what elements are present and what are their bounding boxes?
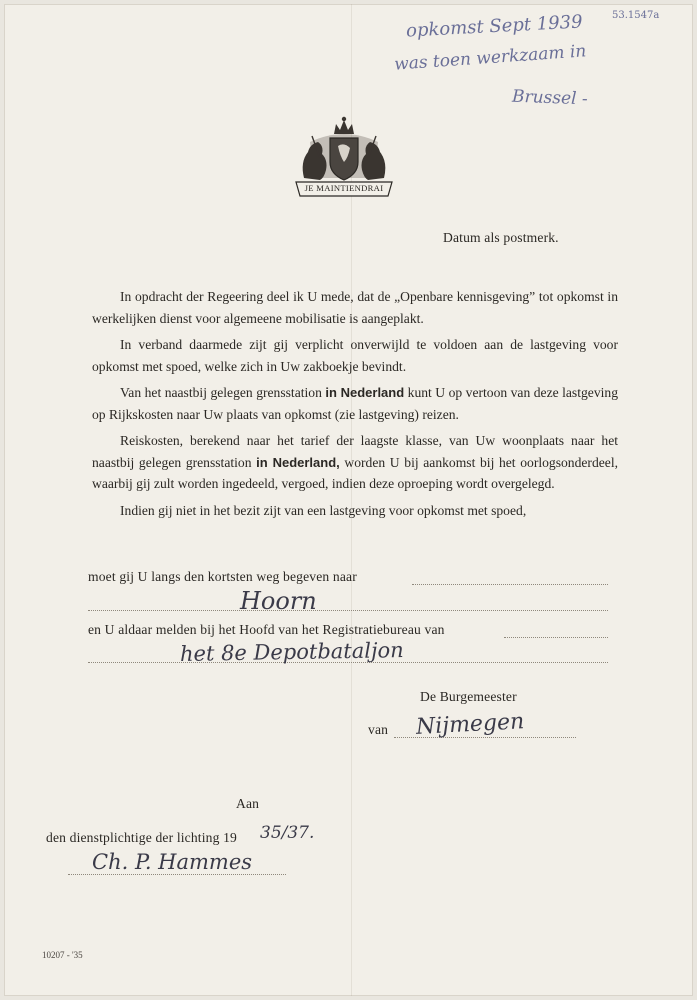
municipality-label: van (368, 722, 389, 737)
addressee-label: Aan (236, 796, 260, 811)
handwritten-note-line3: Brussel - (511, 86, 588, 110)
paragraph-3-bold: in Nederland (325, 385, 405, 400)
route-dotted-line (412, 584, 608, 585)
archive-number: 53.1547a (612, 10, 660, 21)
form-code: 10207 - '35 (42, 950, 83, 960)
letter-body (92, 286, 618, 521)
handwritten-note-line2: was toen werkzaam in (393, 41, 587, 75)
paragraph-3-text-a: Van het naastbij gelegen grensstation (120, 385, 326, 400)
paragraph-3 (92, 382, 618, 425)
paragraph-3-text-b: kunt U op vertoon van deze lastgeving op Rijkskosten naar Uw plaats van opkomst (zie lastgeving) reizen. (92, 385, 618, 422)
paragraph-4-text-b: worden U bij aankomst bij het oorlogsonderdeel, waarbij gij zult worden ingedeeld, vergoed, indien deze oproeping wordt overgelegd. (92, 454, 618, 491)
document-sheet (4, 4, 693, 996)
report-line-label: en U aldaar melden bij het Hoofd van het Registratiebureau van (88, 622, 445, 637)
paragraph-4 (92, 430, 618, 495)
report-dotted-line (504, 637, 608, 638)
handwritten-note-line1: opkomst Sept 1939 (405, 11, 584, 42)
unit-handwritten: het 8e Depotbataljon (179, 638, 404, 666)
mayor-title: De Burgemeester (420, 689, 517, 704)
conscript-label: den dienstplichtige der lichting 19 (46, 830, 237, 845)
recipient-dotted-line (68, 874, 286, 875)
recipient-handwritten: Ch. P. Hammes (92, 850, 253, 874)
paragraph-2: In verband daarmede zijt gij verplicht onverwijld te voldoen aan de lastgeving voor opkomst met spoed, welke zich in Uw zakboekje bevindt. (92, 337, 618, 374)
paragraph-4-bold: in Nederland, (256, 454, 340, 470)
lichting-handwritten: 35/37. (260, 823, 315, 843)
paragraph-5: Indien gij niet in het bezit zijt van een lastgeving voor opkomst met spoed, (120, 502, 527, 518)
date-line: Datum als postmerk. (443, 230, 559, 245)
destination-handwritten: Hoorn (240, 587, 317, 615)
destination-dotted-line (88, 610, 608, 611)
motto-ribbon-text: JE MAINTIENDRAI (304, 183, 384, 193)
municipality-handwritten: Nijmegen (415, 709, 525, 740)
route-line-label: moet gij U langs den kortsten weg begeven naar (88, 569, 357, 584)
paragraph-1: In opdracht der Regeering deel ik U mede, dat de „Openbare kennisgeving” tot opkomst in werkelijken dienst voor algemeene mobilisatie is aangeplakt. (92, 289, 618, 326)
paragraph-4-text-a: Reiskosten, berekend naar het tarief der laagste klasse, van Uw woonplaats naar het naastbij gelegen grensstation (92, 433, 618, 470)
coat-of-arms-icon (290, 112, 398, 198)
